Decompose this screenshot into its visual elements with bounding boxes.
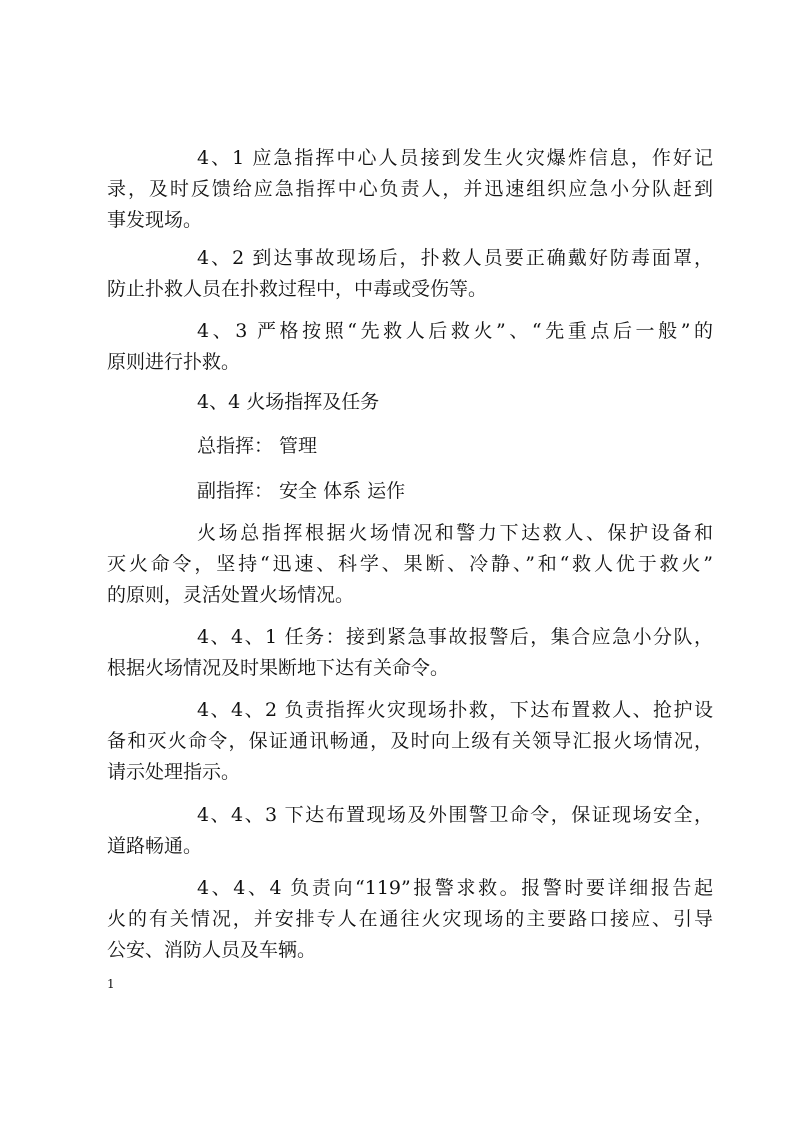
paragraph-line: 4、3 严格按照“先救人后救火”、“先重点后一般”的 — [197, 320, 713, 342]
paragraph-line: 根据火场情况及时果断地下达有关命令。 — [107, 657, 450, 679]
paragraph — [107, 243, 713, 305]
paragraph-line: 4、1 应急指挥中心人员接到发生火灾爆炸信息，作好记 — [197, 147, 713, 169]
paragraph-line: 总指挥： 管理 — [197, 435, 318, 457]
paragraph — [107, 695, 713, 788]
paragraph-line: 录，及时反馈给应急指挥中心负责人，并迅速组织应急小分队赶到 — [107, 178, 713, 200]
paragraph-line: 4、2 到达事故现场后，扑救人员要正确戴好防毒面罩， — [197, 247, 713, 269]
page-number: 1 — [107, 977, 115, 991]
paragraph — [107, 518, 713, 611]
paragraph — [107, 143, 713, 236]
paragraph — [107, 476, 713, 507]
paragraph-line: 灭火命令，坚持“迅速、科学、果断、冷静、”和“救人优于救火” — [107, 553, 713, 575]
paragraph-line: 请示处理指示。 — [107, 761, 241, 783]
paragraph-line: 火场总指挥根据火场情况和警力下达救人、保护设备和 — [197, 522, 713, 544]
paragraph — [107, 387, 713, 418]
paragraph-line: 道路畅通。 — [107, 835, 203, 857]
paragraph — [107, 800, 713, 862]
paragraph-line: 4、4、4 负责向“119”报警求救。报警时要详细报告起 — [197, 877, 713, 899]
paragraph — [107, 622, 713, 684]
paragraph — [107, 873, 713, 966]
paragraph-line: 备和灭火命令，保证通讯畅通，及时向上级有关领导汇报火场情况， — [107, 730, 713, 752]
paragraph-line: 公安、消防人员及车辆。 — [107, 939, 317, 961]
paragraph — [107, 431, 713, 462]
paragraph-line: 4、4、2 负责指挥火灾现场扑救，下达布置救人、抢护设 — [197, 699, 713, 721]
paragraph-line: 事发现场。 — [107, 209, 203, 231]
paragraph-line: 防止扑救人员在扑救过程中，中毒或受伤等。 — [107, 278, 488, 300]
paragraph-line: 4、4、3 下达布置现场及外围警卫命令，保证现场安全， — [197, 804, 713, 826]
paragraph-line: 副指挥： 安全 体系 运作 — [197, 480, 406, 502]
paragraph-line: 4、4 火场指挥及任务 — [197, 391, 380, 413]
paragraph-line: 火的有关情况，并安排专人在通往火灾现场的主要路口接应、引导 — [107, 908, 713, 930]
paragraph-line: 4、4、1 任务：接到紧急事故报警后，集合应急小分队， — [197, 626, 713, 648]
paragraph — [107, 316, 713, 378]
paragraph-line: 原则进行扑救。 — [107, 351, 241, 373]
paragraph-line: 的原则，灵活处置火场情况。 — [107, 584, 355, 606]
